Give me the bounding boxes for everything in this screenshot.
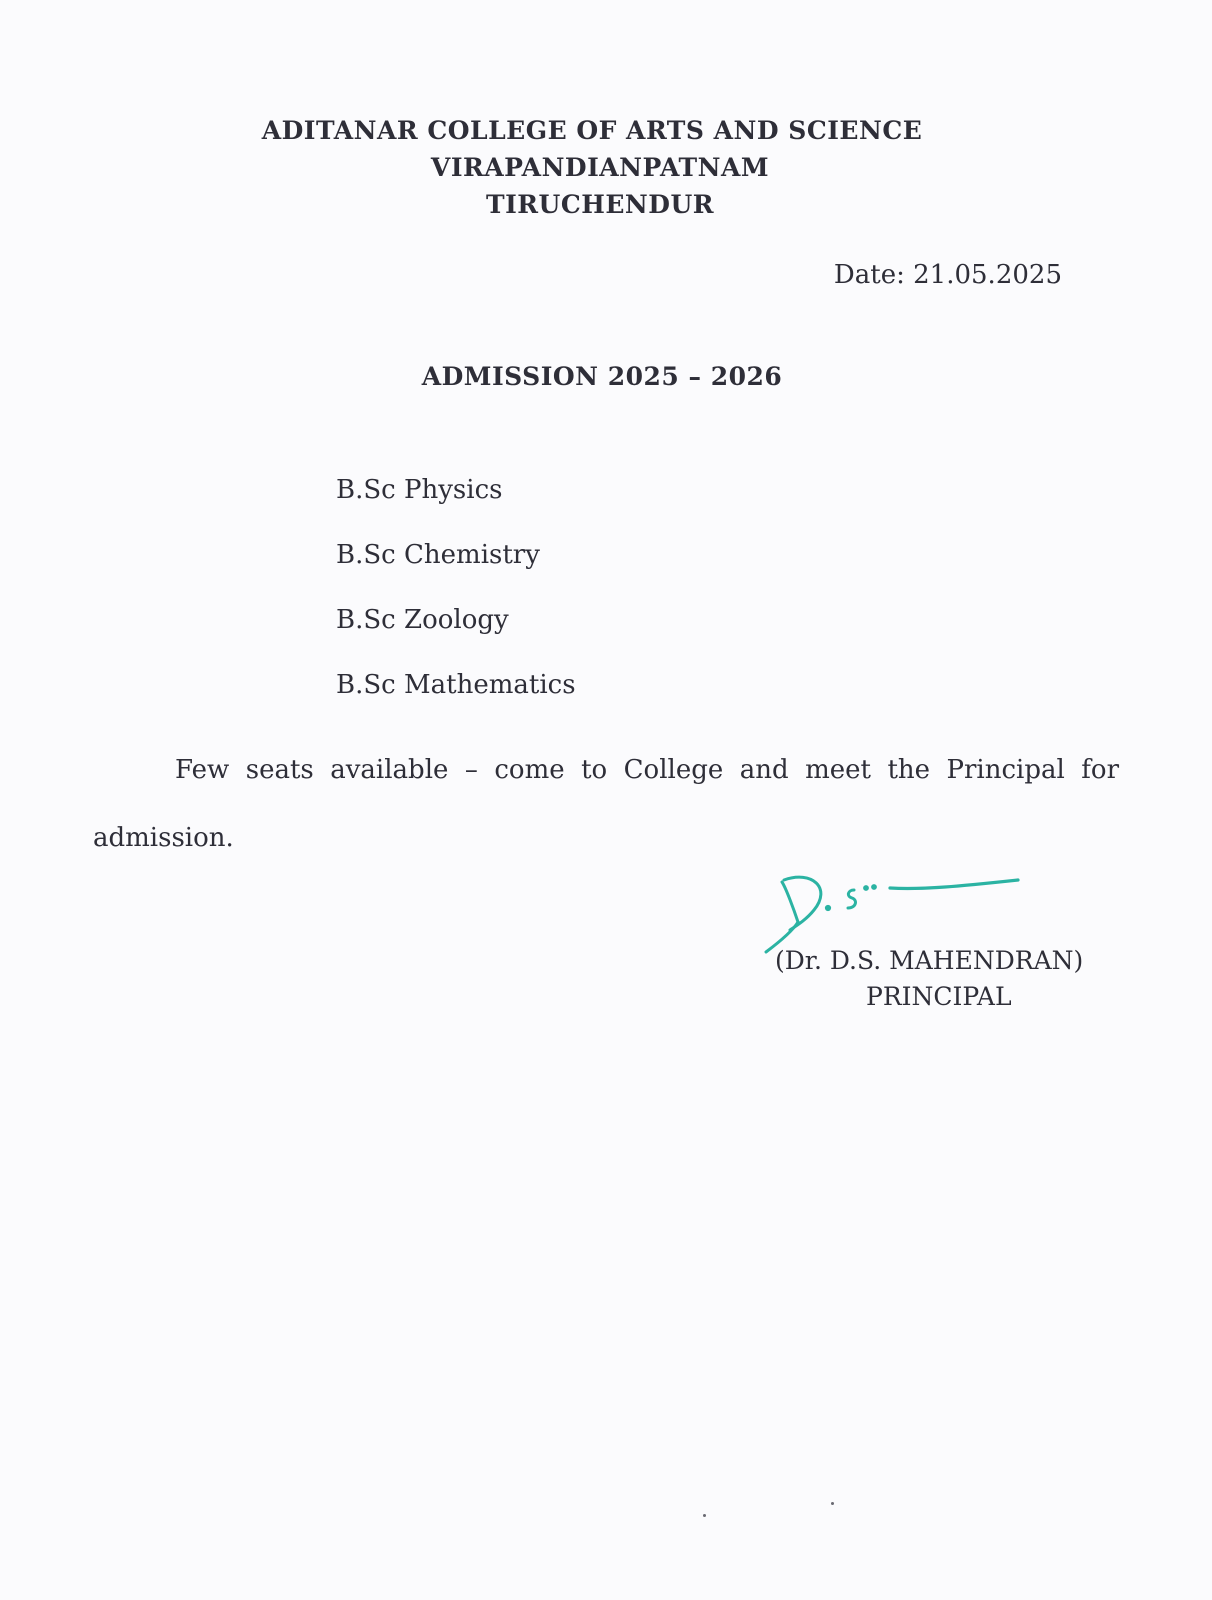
signatory-title: PRINCIPAL xyxy=(866,982,1012,1011)
notice-body: Few seats available – come to College and meet the Principal for admission. xyxy=(93,755,1119,853)
college-town: TIRUCHENDUR xyxy=(485,190,715,219)
college-name: ADITANAR COLLEGE OF ARTS AND SCIENCE xyxy=(261,116,923,145)
signature-block xyxy=(720,870,1120,1020)
course-item: B.Sc Mathematics xyxy=(336,670,576,700)
notice-title: ADMISSION 2025 – 2026 xyxy=(421,362,783,391)
signatory-name: (Dr. D.S. MAHENDRAN) xyxy=(775,946,1084,975)
letterhead xyxy=(0,112,1212,223)
course-item: B.Sc Zoology xyxy=(336,605,509,635)
course-item: B.Sc Chemistry xyxy=(336,540,540,570)
notice-date: Date: 21.05.2025 xyxy=(833,260,1062,290)
college-locality: VIRAPANDIANPATNAM xyxy=(430,153,770,182)
paper-speck xyxy=(703,1514,706,1517)
signature-strokes xyxy=(766,877,1018,952)
course-item: B.Sc Physics xyxy=(336,475,503,505)
paper-speck xyxy=(831,1502,834,1505)
course-list xyxy=(336,458,576,718)
